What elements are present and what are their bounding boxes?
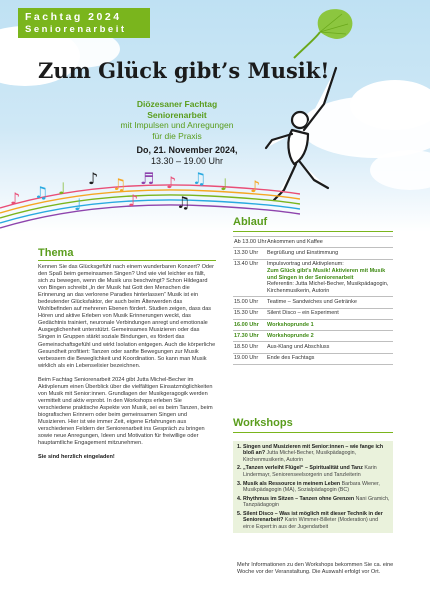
keynote-title: Zum Glück gibt’s Musik! Aktivieren mit Musik und Singen in der Seniorenarbeit	[267, 267, 386, 281]
schedule-event: Silent Disco – ein Experiment	[267, 310, 339, 317]
workshop-title: Musik als Ressource in meinem Leben	[243, 480, 341, 487]
schedule-row	[233, 341, 393, 352]
cloud	[350, 80, 430, 130]
svg-text:♪: ♪	[88, 169, 99, 188]
schedule-time: 18.50 Uhr	[234, 344, 259, 351]
kicker-line-1: Fachtag 2024	[25, 11, 122, 23]
workshop-number: 3.	[237, 480, 242, 487]
schedule-event: Ankommen und Kaffee	[267, 238, 323, 245]
workshop-number: 2.	[237, 465, 242, 472]
schedule-row	[233, 259, 393, 297]
thema-paragraph: Beim Fachtag Seniorenarbeit 2024 gibt Jutta Michel-Becher im Aktivplenum einen Überblick über die vielfältigen Einsatzmöglichkeiten von Musik mit Senior:innen. Grundlagen der Musikgeragogik werden vermittelt und aktiv erprobt. In den Workshops erleben Sie verschiedene praktische Aspekte von Musik, sei es beim Tanzen, beim biografischen Erinnern oder beim gemeinsamen Singen und Musizieren. Hier ist wie immer Zeit, eigene Erfahrungen aus verschiedenen Feldern der Seniorenarbeit ins Gespräch zu bringen sowie neue Anregungen, Ideen und Motivation für freiwillige oder hauptamtliche Engagement mitzunehmen.	[38, 376, 213, 447]
schedule-time: 19.00 Uhr	[234, 355, 259, 362]
schedule-time: 13.40 Uhr	[234, 261, 259, 268]
thema-paragraph: Kennen Sie das Glücksgefühl nach einem wunderbaren Konzert? Oder den Spaß beim gemeinsamen Singen? Und wie viel leichter es fällt, sich zu bewegen, wenn die Musik uns beschwingt? Schon Hildegard von Bingen schreibt „In der Musik hat Gott den Menschen die Erinnerung an das verlorene Paradies hinterlassen“ Musik ist ein bedeutender Glücksfaktor, der auch beim Älterwerden das Wohlbefinden auf mehreren Ebenen fördert. Studien zeigen, dass das Hören und aktive Erleben von Musik Erinnerungen weckt, das Gedächtnis trainiert, neuronale Verbindungen anregt und emotionale Ausgeglichenheit unterstützt. Gemeinsames Musizieren oder das Singen in Gruppen stärkt soziale Bindungen, es fördert das Gemeinschaftsgefühl und wirkt Isolation entgegen. Auch die körperliche Gesundheit profitiert: Tanzen oder sanfte Bewegungen zur Musik verbessern die Beweglichkeit und Koordination. So kann man Musik wirklich als ein Lebenselixier bezeichnen.	[38, 264, 216, 369]
workshop-number: 5.	[237, 511, 242, 518]
event-subtitle	[92, 99, 262, 141]
workshop-leader: Karin Lindermayr, Seniorenseelsorgerin und Tanzleiterin	[243, 465, 377, 478]
workshop-number: 4.	[237, 495, 242, 502]
schedule-time: 16.00 Uhr	[234, 321, 259, 328]
workshop-item	[237, 511, 391, 530]
ginkgo-leaf-icon	[286, 6, 356, 64]
hero-banner	[0, 0, 430, 232]
schedule-table	[233, 236, 393, 365]
schedule-time: 13.30 Uhr	[234, 250, 259, 257]
schedule-event: Aus-Klang und Abschluss	[267, 344, 330, 351]
speaker-info: Referentin: Jutta Michel-Becher, Musikpädagogin, Kirchenmusikerin, Autorin	[267, 281, 389, 294]
ablauf-heading: Ablauf	[233, 216, 268, 228]
workshop-title: Singen und Musizieren mit Senior:innen – wie fange ich bloß an?	[243, 444, 384, 457]
schedule-event: Workshoprunde 2	[267, 332, 314, 339]
schedule-time: 15.00 Uhr	[234, 299, 259, 306]
schedule-row	[233, 353, 393, 365]
svg-text:♪: ♪	[128, 191, 139, 210]
svg-text:♫: ♫	[34, 183, 49, 202]
schedule-time: 15.30 Uhr	[234, 310, 259, 317]
cloud	[370, 150, 430, 190]
schedule-row	[233, 308, 393, 319]
workshop-title: „Tanzen verleiht Flügel“ – Spiritualität und Tanz	[243, 465, 363, 472]
schedule-row	[233, 247, 393, 258]
schedule-event: Teatime – Sandwiches und Getränke	[267, 299, 357, 306]
workshop-title: Rhythmus im Sitzen – Tanzen ohne Grenzen	[243, 495, 355, 502]
svg-text:♩: ♩	[220, 175, 228, 194]
workshops-heading: Workshops	[233, 417, 293, 429]
divider	[233, 231, 393, 232]
workshop-item	[237, 496, 391, 509]
workshop-leader: Nani Gramich, Tanzpädagogin	[243, 495, 390, 509]
schedule-row	[233, 296, 393, 307]
schedule-event: Begrüßung und Einstimmung	[267, 250, 339, 257]
svg-text:♫: ♫	[176, 193, 191, 212]
schedule-event-label: Impulsvortrag und Aktivplenum:	[267, 261, 344, 268]
workshop-item	[237, 444, 391, 463]
svg-text:♪: ♪	[250, 177, 261, 196]
thema-text	[38, 264, 216, 468]
workshop-leader: Jutta Michel-Becher, Musikpädagogin, Kirchenmusikerin, Autorin	[243, 450, 357, 463]
svg-text:♪: ♪	[166, 173, 177, 192]
workshops-list	[233, 441, 393, 533]
svg-text:♩: ♩	[74, 195, 82, 214]
svg-text:♬: ♬	[140, 169, 155, 188]
schedule-row	[233, 319, 393, 330]
divider	[38, 260, 216, 261]
workshop-item	[237, 465, 391, 478]
page-title: Zum Glück gibt’s Musik!	[38, 58, 330, 83]
thema-heading: Thema	[38, 247, 74, 259]
workshop-item	[237, 481, 391, 494]
schedule-event: Workshoprunde 1	[267, 321, 314, 328]
subtitle-line: Diözesaner Fachtag	[136, 99, 218, 109]
kicker-line-2: Seniorenarbeit	[25, 24, 127, 35]
svg-text:♫: ♫	[192, 169, 207, 188]
workshop-title: Silent Disco – Was ist möglich mit dieser Technik in der Seniorenarbeit?	[243, 511, 383, 524]
schedule-event: Ende des Fachtags	[267, 355, 315, 362]
time-line: 13.30 – 19.00 Uhr	[150, 156, 224, 166]
schedule-row	[233, 330, 393, 341]
date-line: Do, 21. November 2024,	[136, 145, 238, 155]
svg-text:♩: ♩	[58, 179, 66, 198]
schedule-event	[267, 261, 393, 294]
subtitle-line: für die Praxis	[152, 130, 202, 141]
workshop-leader: Barbara Wiener, Musikpädagogin (MA), Sozialpädagogin (BC)	[243, 480, 380, 493]
workshop-number: 1.	[237, 444, 242, 450]
event-kicker	[18, 8, 150, 38]
svg-text:♪: ♪	[10, 189, 21, 208]
workshops-note: Mehr Informationen zu den Workshops bekommen Sie ca. eine Woche vor der Veranstaltung. Die Auswahl erfolgt vor Ort.	[237, 562, 394, 575]
subtitle-line: Seniorenarbeit	[147, 109, 207, 120]
schedule-time: Ab 13.00 Uhr	[234, 238, 267, 245]
schedule-row	[233, 236, 393, 247]
schedule-time: 17.30 Uhr	[234, 332, 259, 339]
invitation-text: Sie sind herzlich eingeladen!	[38, 454, 115, 461]
workshop-leader: Karin Wimmer-Billeter (Moderation) und ein:e Expert:in aus der Jugendarbeit	[243, 517, 379, 530]
subtitle-line: mit Impulsen und Anregungen	[120, 120, 234, 130]
divider	[233, 432, 393, 433]
svg-text:♫: ♫	[112, 175, 127, 194]
